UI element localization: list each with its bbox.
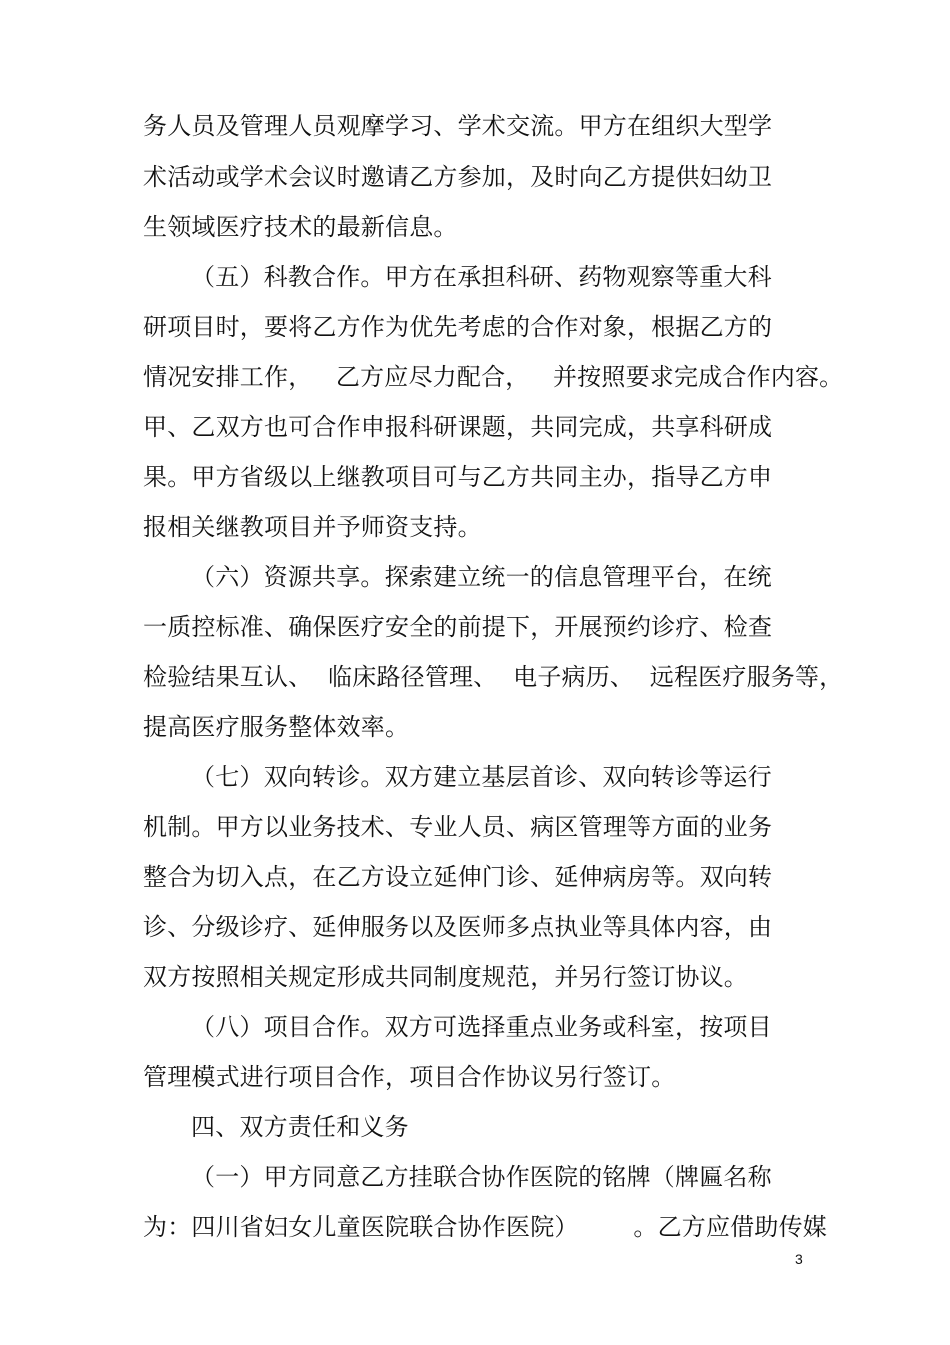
text-line-10: （六）资源共享。探索建立统一的信息管理平台，在统	[191, 563, 772, 591]
text-line-23: 为：四川省妇女儿童医院联合协作医院） 。乙方应借助传媒	[143, 1213, 828, 1241]
text-line-11: 一质控标准、确保医疗安全的前提下，开展预约诊疗、检查	[143, 613, 773, 641]
text-line-4: （五）科教合作。甲方在承担科研、药物观察等重大科	[191, 263, 772, 291]
text-line-15: 机制。甲方以业务技术、专业人员、病区管理等方面的业务	[143, 813, 773, 841]
page-number: 3	[795, 1251, 803, 1267]
text-line-2: 术活动或学术会议时邀请乙方参加，及时向乙方提供妇幼卫	[143, 163, 773, 191]
text-line-12: 检验结果互认、 临床路径管理、 电子病历、 远程医疗服务等，	[143, 663, 844, 691]
text-line-17: 诊、分级诊疗、延伸服务以及医师多点执业等具体内容，由	[143, 913, 773, 941]
text-line-6: 情况安排工作， 乙方应尽力配合， 并按照要求完成合作内容。	[143, 363, 844, 391]
text-line-18: 双方按照相关规定形成共同制度规范，并另行签订协议。	[143, 963, 748, 991]
text-line-3: 生领域医疗技术的最新信息。	[143, 213, 458, 241]
text-line-14: （七）双向转诊。双方建立基层首诊、双向转诊等运行	[191, 763, 772, 791]
text-line-19: （八）项目合作。双方可选择重点业务或科室，按项目	[191, 1013, 772, 1041]
text-line-5: 研项目时，要将乙方作为优先考虑的合作对象，根据乙方的	[143, 313, 773, 341]
section-heading: 四、双方责任和义务	[191, 1113, 409, 1141]
text-line-13: 提高医疗服务整体效率。	[143, 713, 410, 741]
text-line-22: （一）甲方同意乙方挂联合协作医院的铭牌（牌匾名称	[191, 1163, 772, 1191]
text-line-8: 果。甲方省级以上继教项目可与乙方共同主办，指导乙方申	[143, 463, 773, 491]
text-line-9: 报相关继教项目并予师资支持。	[143, 513, 482, 541]
text-line-20: 管理模式进行项目合作，项目合作协议另行签订。	[143, 1063, 676, 1091]
text-line-7: 甲、乙双方也可合作申报科研课题，共同完成，共享科研成	[143, 413, 773, 441]
text-line-16: 整合为切入点，在乙方设立延伸门诊、延伸病房等。双向转	[143, 863, 773, 891]
text-line-1: 务人员及管理人员观摩学习、学术交流。甲方在组织大型学	[143, 112, 773, 140]
